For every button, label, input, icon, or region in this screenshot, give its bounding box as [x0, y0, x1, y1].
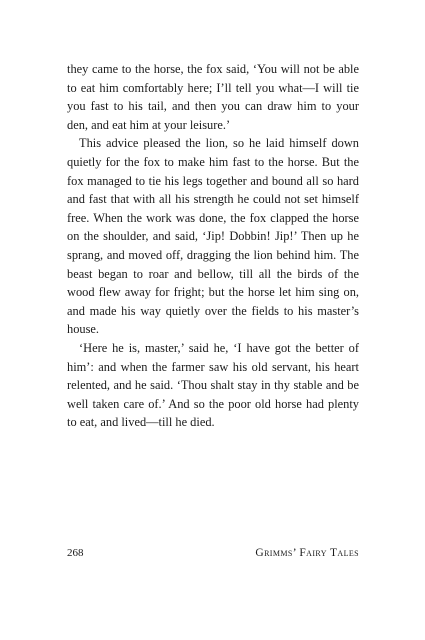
paragraph-3: ‘Here he is, master,’ said he, ‘I have got the better of him’: and when the farmer saw his old servant, his heart relented, and he said. ‘Thou shalt stay in thy stable and be well taken care of.’ And so the poor old horse had plenty to eat, and lived—till he died. — [67, 340, 359, 430]
paragraph-1: they came to the horse, the fox said, ‘You will not be able to eat him comfortably here; I’ll tell you what—I will tie you fast to his tail, and then you can draw him to your den, and eat him at your leisure.’ — [67, 62, 359, 132]
page-footer — [67, 547, 359, 559]
body-text — [67, 60, 359, 432]
paragraph-2: This advice pleased the lion, so he laid himself down quietly for the fox to make him fast to the horse. But the fox managed to tie his legs together and bound all so hard and fast that with all his strength he could not set himself free. When the work was done, the fox clapped the horse on the shoulder, and said, ‘Jip! Dobbin! Jip!’ Then up he sprang, and moved off, dragging the lion behind him. The beast began to roar and bellow, till all the birds of the wood flew away for fright; but the horse let him sing on, and made his way quietly over the fields to his master’s house. — [67, 136, 359, 337]
running-title: Grimms’ Fairy Tales — [255, 547, 359, 559]
page-number: 268 — [67, 547, 84, 559]
